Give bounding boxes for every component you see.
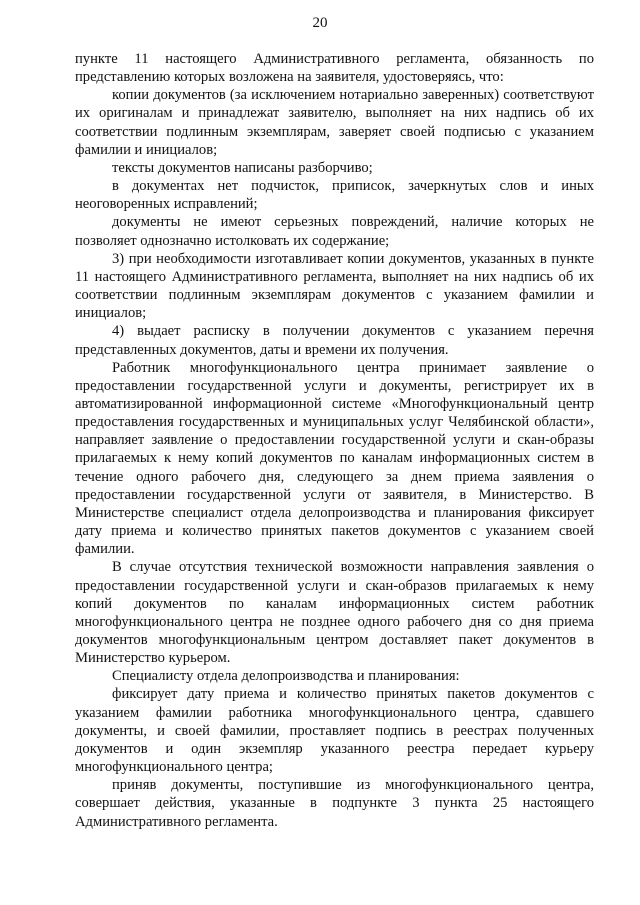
paragraph: фиксирует дату приема и количество принятых пакетов документов с указанием фамилии работника многофункционального центра, сдавшего документы, и своей фамилии, проставляет подпись в реестрах полученных документов и один экземпляр указанного реестра передает курьеру многофункционального центра; bbox=[75, 686, 594, 776]
paragraph: пункте 11 настоящего Административного регламента, обязанность по представлению которых возложена на заявителя, удостоверяясь, что: bbox=[75, 51, 594, 86]
paragraph: 4) выдает расписку в получении документов с указанием перечня представленных документов, даты и времени их получения. bbox=[75, 323, 594, 358]
document-body bbox=[75, 50, 594, 831]
paragraph: Специалисту отдела делопроизводства и планирования: bbox=[112, 668, 460, 685]
paragraph: Работник многофункционального центра принимает заявление о предоставлении государственной услуги и документы, регистрирует их в автоматизированной информационной системе «Многофункциональный центр предоставления государственных и муниципальных услуг Челябинской области», направляет заявление о предоставлении государственной услуги и скан-образы прилагаемых к нему копий документов по каналам информационных систем в течение одного рабочего дня, следующего за днем приема заявления о предоставлении государственной услуги от заявителя, в Министерство. В Министерстве специалист отдела делопроизводства и планирования фиксирует дату приема и количество принятых пакетов документов с указанием своей фамилии. bbox=[75, 359, 594, 558]
paragraph: В случае отсутствия технической возможности направления заявления о предоставлении государственной услуги и скан-образов прилагаемых к нему копий документов по каналам информационных систем работник многофункционального центра не позднее одного рабочего дня со дня приема документов многофункциональным центром доставляет пакет документов в Министерство курьером. bbox=[75, 559, 594, 667]
page-number: 20 bbox=[312, 15, 328, 31]
paragraph: копии документов (за исключением нотариально заверенных) соответствуют их оригиналам и принадлежат заявителю, выполняет на них надпись об их соответствии подлинным экземплярам, заверяет своей подписью с указанием фамилии и инициалов; bbox=[75, 87, 594, 158]
paragraph: приняв документы, поступившие из многофункционального центра, совершает действия, указанные в подпункте 3 пункта 25 настоящего Административного регламента. bbox=[75, 777, 594, 830]
paragraph: тексты документов написаны разборчиво; bbox=[112, 159, 373, 176]
paragraph: в документах нет подчисток, приписок, зачеркнутых слов и иных неоговоренных исправлений; bbox=[75, 178, 594, 213]
paragraph: документы не имеют серьезных повреждений, наличие которых не позволяет однозначно истолковать их содержание; bbox=[75, 214, 594, 249]
paragraph: 3) при необходимости изготавливает копии документов, указанных в пункте 11 настоящего Административного регламента, выполняет на них надпись об их соответствии подлинным экземплярам документов с указанием фамилии и инициалов; bbox=[75, 250, 594, 322]
